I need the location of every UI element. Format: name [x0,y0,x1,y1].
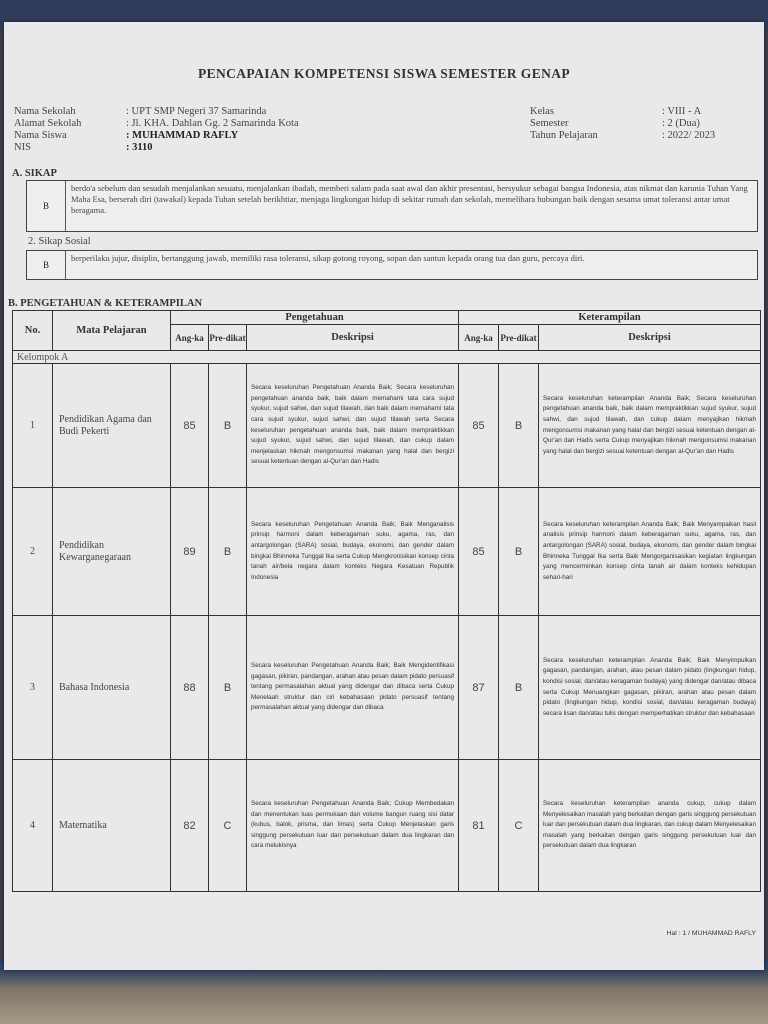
spiritual-predicate: B [27,181,66,231]
address-label: Alamat Sekolah [14,118,82,129]
col-k-predicate: Pre-dikat [209,325,247,351]
row-k-description: Secara keseluruhan Pengetahuan Ananda Baik; Baik Mengidentifikasi gagasan, pikiran, pandangan, arahan atau pesan dalam pidato persuasif tentang permasalahan aktual yang didengar dan dibaca serta Cukup Menelaah struktur dan ciri kebahasaan pidato persuasif tentang permasalahan aktual yang didengar dan dibaca [247,616,459,760]
school-label: Nama Sekolah [14,106,76,117]
table-row [13,488,761,616]
row-subject: Pendidikan Kewarganegaraan [53,488,171,616]
class-info [530,106,715,142]
social-description: berperilaku jujur, disiplin, bertanggung jawab, memiliki rasa toleransi, sikap gotong royong, sopan dan santun kepada orang tua dan guru, percaya diri. [71,253,585,263]
nis-value: : 3110 [126,142,153,153]
row-k-score: 88 [171,616,209,760]
row-s-predicate: C [499,760,539,892]
row-s-score: 85 [459,488,499,616]
col-k-score: Ang-ka [171,325,209,351]
class-label: Kelas [530,106,554,117]
social-predicate: B [27,251,66,279]
row-no: 1 [13,364,53,488]
spiritual-description: berdo'a sebelum dan sesudah menjalankan sesuatu, menjalankan ibadah, memberi salam pada saat awal dan akhir presentasi, bersyukur sebagai bangsa Indonesia, atas nikmat dan karunia Tuhan Yang Maha Esa, berserah diri (tawakal) kepada Tuhan setelah berikhtiar, menjaga lingkungan hidup di sekitar rumah dan sekolah, memelihara hubungan baik dengan sesama umat toleransi antar umat beragama. [71,183,748,215]
row-no: 3 [13,616,53,760]
row-subject: Bahasa Indonesia [53,616,171,760]
row-k-predicate: B [209,488,247,616]
row-k-predicate: C [209,760,247,892]
page-footer: Hal : 1 / MUHAMMAD RAFLY [666,930,756,937]
name-label: Nama Siswa [14,130,67,141]
row-s-description: Secara keseluruhan keterampilan Ananda Baik; Secara keseluruhan pengetahuan ananda baik, baik dalam mempraktikkan sujud syukur, sujud sahwi, dan sujud tilawah, dan cukup dalam menyajikan hikmah mengonsumsi makanan yang halal dan bergizi sesuai ketentuan dengan al-Qur'an dan Hadis serta Cukup menyajikan hikmah mengonsumsi makanan yang halal dan bergizi sesuai ketentuan dengan al-Qur'an dan Hadis [539,364,761,488]
section-b-heading: B. PENGETAHUAN & KETERAMPILAN [8,298,203,309]
student-info [14,106,299,154]
name-value: : MUHAMMAD RAFLY [126,130,239,141]
col-s-score: Ang-ka [459,325,499,351]
row-subject: Matematika [53,760,171,892]
col-k-description: Deskripsi [247,325,459,351]
row-s-predicate: B [499,364,539,488]
row-k-score: 85 [171,364,209,488]
row-s-score: 85 [459,364,499,488]
col-no: No. [13,311,53,351]
row-k-description: Secara keseluruhan Pengetahuan Ananda Baik; Cukup Membedakan dan menentukan luas permukaan dan volume bangun ruang sisi datar (kubus, balok, prisma, dan limas) serta Cukup Menjelaskan garis singgung persekutuan luar dan persekutuan dalam dua lingkaran dan cara melukisnya [247,760,459,892]
table-row [13,760,761,892]
row-k-score: 82 [171,760,209,892]
semester-label: Semester [530,118,569,129]
row-no: 2 [13,488,53,616]
col-s-description: Deskripsi [539,325,761,351]
social-attitude-box [26,250,758,280]
row-s-score: 81 [459,760,499,892]
col-skill: Keterampilan [459,311,761,325]
col-s-predicate: Pre-dikat [499,325,539,351]
semester-value: : 2 (Dua) [662,118,700,129]
class-value: : VIII - A [662,106,702,117]
row-s-description: Secara keseluruhan keterampilan Ananda Baik; Baik Menyimpulkan gagasan, pandangan, arahan, atau pesan dalam pidato (lingkungan hidup, kondisi sosial, dan/atau keragaman budaya) yang didengar dan/atau dibaca serta Cukup Menuangkan gagasan, pikiran, arahan atau pesan dalam pidato (lingkungan hidup, kondisi sosial, dan/atau keragaman budaya) secara lisan dan/atau tulis dengan memperhatikan struktur dan kebahasaan [539,616,761,760]
address-value: : Jl. KHA. Dahlan Gg. 2 Samarinda Kota [126,118,299,129]
row-s-predicate: B [499,488,539,616]
row-k-predicate: B [209,616,247,760]
col-subject: Mata Pelajaran [53,311,171,351]
table-row [13,364,761,488]
col-knowledge: Pengetahuan [171,311,459,325]
row-subject: Pendidikan Agama dan Budi Pekerti [53,364,171,488]
social-attitude-heading: 2. Sikap Sosial [28,236,91,247]
row-s-description: Secara keseluruhan keterampilan ananda cukup, cukup dalam Menyelesaikan masalah yang berkaitan dengan garis singgung persekutuan luar dan persekutuan dalam dua lingkaran, dan cukup dalam Menyelesaikan masalah yang berkaitan dengan garis singgung persekutuan luar dan persekutuan dalam dua lingkaran [539,760,761,892]
row-k-score: 89 [171,488,209,616]
nis-label: NIS [14,142,31,153]
row-k-description: Secara keseluruhan Pengetahuan Ananda Baik; Baik Menganalisis prinsip harmoni dalam keberagaman suku, agama, ras, dan antargolongan (SARA) sosial, budaya, ekonomi, dan gender dalam bingkai Bhinneka Tunggal Ika serta Cukup Mengkronisikan konsep cinta tanah air/bela negara dalam konteks Negara Kesatuan Republik Indonesia [247,488,459,616]
table-row [13,616,761,760]
row-no: 4 [13,760,53,892]
row-s-score: 87 [459,616,499,760]
row-s-predicate: B [499,616,539,760]
section-a-heading: A. SIKAP [12,168,57,179]
page-title: PENCAPAIAN KOMPETENSI SISWA SEMESTER GENAP [197,66,571,81]
spiritual-attitude-box [26,180,758,232]
year-label: Tahun Pelajaran [530,130,598,141]
row-k-description: Secara keseluruhan Pengetahuan Ananda Baik; Secara keseluruhan pengetahuan ananda baik, baik dalam memahami tata cara sujud syukur, sujud sahwi, dan sujud tilawah, dan baik dalam memahami tata cara sujud syukur, sujud sahwi, dan sujud tilawah serta Secara keseluruhan pengetahuan ananda baik, baik dalam mempraktikkan sujud syukur, sujud sahwi, dan sujud tilawah, dan cukup dalam menjelaskan hikmah mengonsumsi makanan yang halal dan bergizi sesuai ketentuan dengan al-Qur'an dan Hadis [247,364,459,488]
row-s-description: Secara keseluruhan keterampilan Ananda Baik; Baik Menyampaikan hasil analisis prinsip harmoni dalam keberagaman suku, agama, ras, dan antargolongan (SARA) sosial, budaya, ekonomi, dan gender dalam bingkai Bhinneka Tunggal Ika serta Baik Mengorganisasikan kegiatan lingkungan yang mencerminkan konsep cinta tanah air dalam konteks kehidupan sehari-hari [539,488,761,616]
row-k-predicate: B [209,364,247,488]
year-value: : 2022/ 2023 [662,130,716,141]
school-value: : UPT SMP Negeri 37 Samarinda [126,106,267,117]
grades-table [12,310,761,892]
group-label: Kelompok A [13,351,761,364]
